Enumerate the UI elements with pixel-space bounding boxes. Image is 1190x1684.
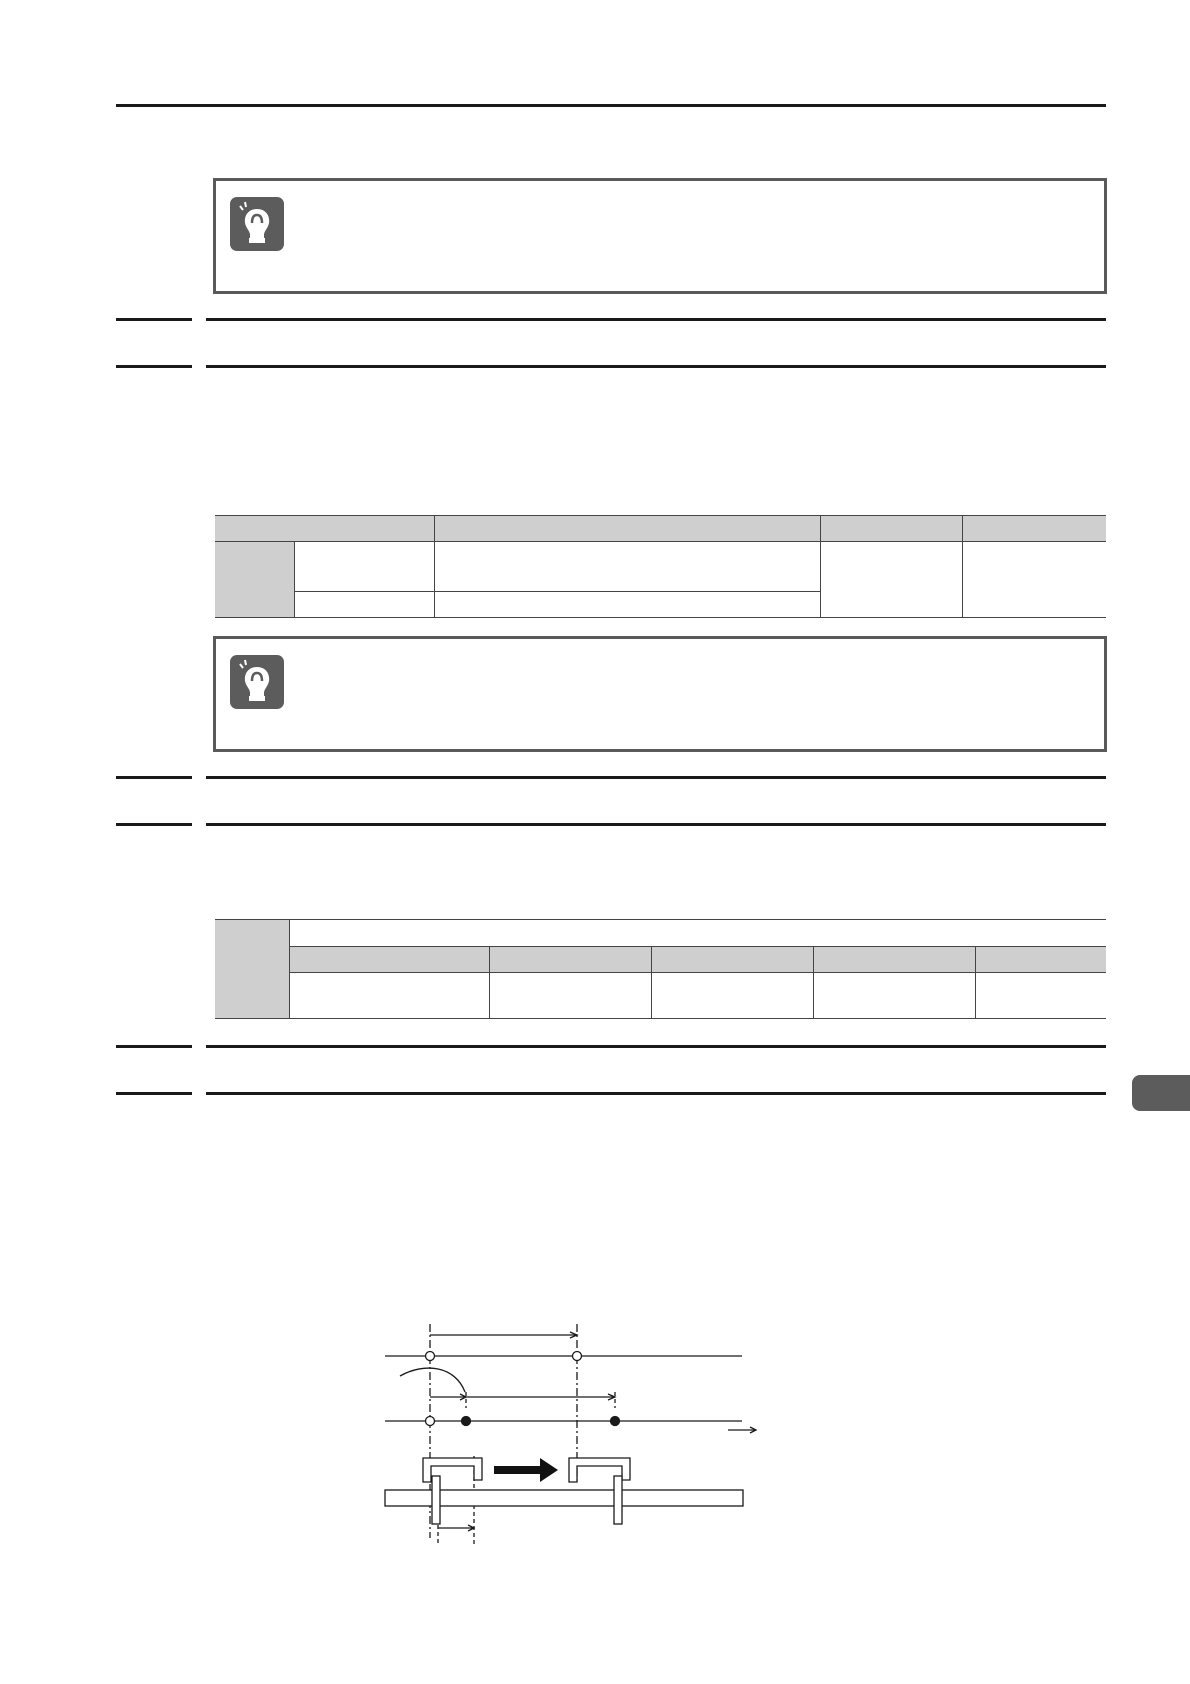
timing-diagram — [370, 1318, 770, 1548]
post-right — [614, 1476, 622, 1524]
filled-marker — [462, 1417, 471, 1426]
section-rule-short-5 — [116, 1045, 192, 1048]
section-rule-short-6 — [116, 1092, 192, 1095]
note-box-1 — [213, 178, 1107, 294]
table-row — [215, 542, 1106, 592]
table-header-row — [215, 516, 1106, 542]
table-row — [215, 920, 1106, 947]
open-marker — [426, 1417, 435, 1426]
table-header-cell — [434, 516, 820, 542]
section-rule-short-2 — [116, 365, 192, 368]
curve-line — [400, 1368, 465, 1392]
section-rule-short-4 — [116, 823, 192, 826]
open-marker — [426, 1352, 435, 1361]
page-top-rule — [116, 104, 1106, 107]
move-arrow-icon — [494, 1458, 558, 1482]
section-rule-long-1 — [206, 318, 1106, 321]
table-cell — [289, 973, 489, 1019]
table-cell — [962, 542, 1106, 618]
table-cell — [820, 542, 962, 618]
table-header-cell — [215, 516, 434, 542]
table-row — [215, 973, 1106, 1019]
lightbulb-icon — [230, 197, 284, 251]
filled-marker — [611, 1417, 620, 1426]
table-cell — [651, 973, 813, 1019]
lightbulb-icon — [230, 655, 284, 709]
table-header-row — [215, 947, 1106, 973]
table-cell — [434, 592, 820, 618]
table-header-cell — [813, 947, 975, 973]
section-rule-long-4 — [206, 823, 1106, 826]
table-cell — [975, 973, 1106, 1019]
table-header-cell — [962, 516, 1106, 542]
post-left — [432, 1476, 440, 1524]
section-rule-long-6 — [206, 1092, 1106, 1095]
table-cell — [489, 973, 651, 1019]
open-marker — [573, 1352, 582, 1361]
table-header-cell — [820, 516, 962, 542]
table-cell — [294, 592, 434, 618]
table-header-cell — [975, 947, 1106, 973]
table-cell — [813, 973, 975, 1019]
table-row-header — [215, 542, 294, 618]
section-rule-long-5 — [206, 1045, 1106, 1048]
section-rule-long-2 — [206, 365, 1106, 368]
table-header-cell — [489, 947, 651, 973]
table-header-cell — [289, 947, 489, 973]
section-rule-short-1 — [116, 318, 192, 321]
note-box-2 — [213, 636, 1107, 752]
section-rule-long-3 — [206, 776, 1106, 779]
table-cell — [294, 542, 434, 592]
table-cell — [289, 920, 1106, 947]
chapter-tab — [1132, 1075, 1190, 1111]
table-header-cell — [651, 947, 813, 973]
parameter-table-2 — [215, 919, 1106, 1019]
table-row-header — [215, 920, 289, 1019]
table-cell — [434, 542, 820, 592]
parameter-table-1 — [215, 515, 1106, 618]
section-rule-short-3 — [116, 776, 192, 779]
